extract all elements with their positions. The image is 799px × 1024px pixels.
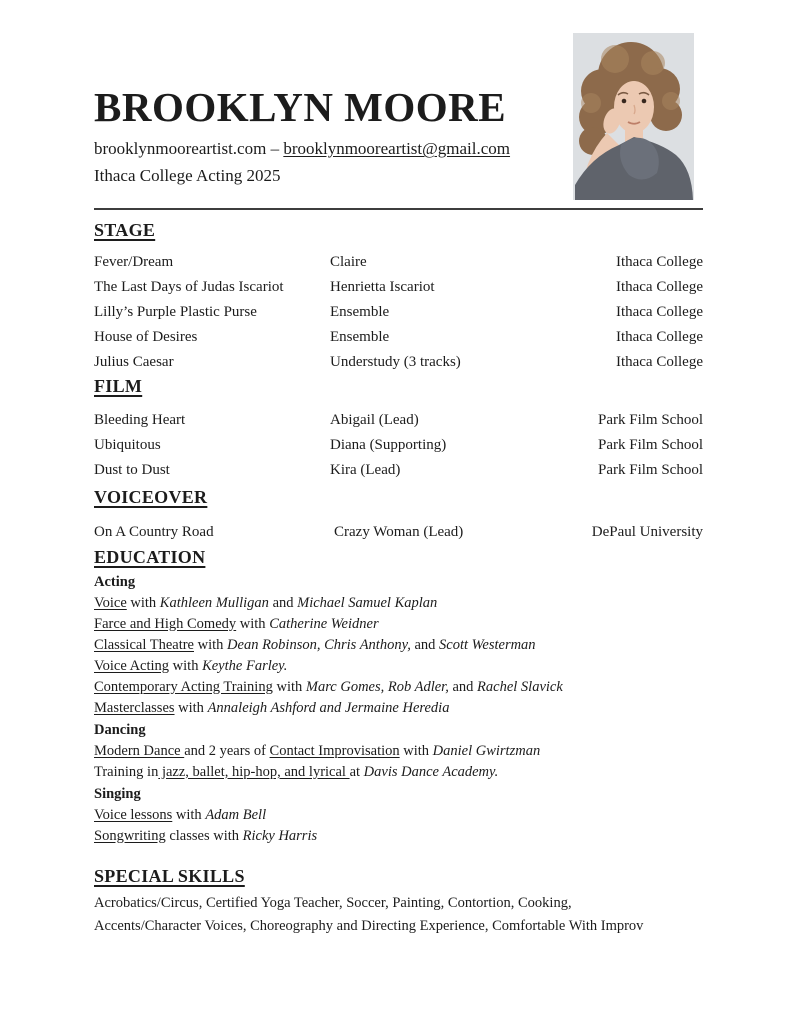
education-subheading-singing: Singing [94, 785, 141, 802]
text-segment: Voice [94, 594, 127, 611]
text-segment: Keythe Farley. [202, 657, 288, 674]
text-segment: Rachel Slavick [477, 678, 563, 695]
skills-text-line: Accents/Character Voices, Choreography and Directing Experience, Comfortable With Improv [94, 918, 644, 935]
role-name: Kira (Lead) [330, 462, 401, 479]
production-title: On A Country Road [94, 523, 214, 540]
text-segment: with [399, 742, 433, 759]
header-divider [94, 208, 703, 210]
text-segment: Farce and High Comedy [94, 615, 237, 632]
table-row [94, 253, 703, 271]
education-line [94, 595, 703, 612]
contact-separator: – [270, 139, 280, 159]
table-row [94, 461, 703, 479]
text-segment: at [349, 763, 364, 780]
education-line [94, 637, 703, 654]
text-segment: Adam Bell [205, 806, 267, 823]
production-title: Dust to Dust [94, 462, 170, 479]
education-line [94, 700, 703, 717]
venue-name: Ithaca College [615, 353, 703, 370]
text-segment: Davis Dance Academy. [363, 763, 499, 780]
training-subtitle: Ithaca College Acting 2025 [94, 166, 281, 186]
table-row [94, 278, 703, 296]
text-segment: Classical Theatre [94, 636, 194, 653]
text-segment: and [448, 678, 478, 695]
text-segment: Voice Acting [94, 657, 170, 674]
text-segment: and [268, 594, 298, 611]
table-row [94, 436, 703, 454]
text-segment: with [272, 678, 306, 695]
text-segment: Dean Robinson, Chris Anthony, [227, 636, 411, 653]
section-heading-film: FILM [94, 375, 143, 396]
text-segment: and [410, 636, 440, 653]
text-segment: with [169, 657, 203, 674]
text-segment: with [194, 636, 228, 653]
skills-text-line: Acrobatics/Circus, Certified Yoga Teacher, Soccer, Painting, Contortion, Cooking, [94, 895, 572, 912]
education-line [94, 743, 703, 760]
text-segment: Contemporary Acting Training [94, 678, 273, 695]
role-name: Ensemble [330, 328, 390, 345]
role-name: Crazy Woman (Lead) [334, 523, 464, 540]
table-row [94, 303, 703, 321]
venue-name: Ithaca College [615, 303, 703, 320]
page-title: BROOKLYN MOORE [94, 84, 507, 130]
production-title: Fever/Dream [94, 253, 174, 270]
production-title: Lilly’s Purple Plastic Purse [94, 303, 257, 320]
venue-name: Ithaca College [615, 328, 703, 345]
text-segment: with [174, 699, 208, 716]
text-segment: Annaleigh Ashford and Jermaine Heredia [207, 699, 450, 716]
education-line [94, 807, 703, 824]
venue-name: DePaul University [591, 523, 703, 540]
email-link[interactable]: brooklynmooreartist@gmail.com [283, 139, 511, 159]
resume-content [94, 0, 703, 938]
table-row [94, 523, 703, 541]
role-name: Abigail (Lead) [330, 412, 419, 429]
venue-name: Park Film School [597, 437, 703, 454]
role-name: Claire [330, 253, 367, 270]
website-text: brooklynmooreartist.com [94, 139, 267, 159]
venue-name: Ithaca College [615, 253, 703, 270]
education-line [94, 764, 703, 781]
table-row [94, 353, 703, 371]
text-segment: Marc Gomes, Rob Adler, [305, 678, 449, 695]
text-segment: with [126, 594, 160, 611]
text-segment: Voice lessons [94, 806, 173, 823]
education-subheading-dancing: Dancing [94, 721, 146, 738]
text-segment: Kathleen Mulligan [159, 594, 269, 611]
education-line [94, 828, 703, 845]
text-segment: Modern Dance [94, 742, 185, 759]
text-segment: and 2 years of [184, 742, 270, 759]
venue-name: Park Film School [597, 412, 703, 429]
education-line [94, 679, 703, 696]
text-segment: jazz, ballet, hip-hop, and lyrical [158, 763, 350, 780]
contact-line [94, 139, 703, 159]
education-line [94, 658, 703, 675]
text-segment: Catherine Weidner [269, 615, 379, 632]
text-segment: with [172, 806, 206, 823]
production-title: Ubiquitous [94, 437, 161, 454]
venue-name: Park Film School [597, 462, 703, 479]
section-heading-special-skills: SPECIAL SKILLS [94, 865, 245, 886]
text-segment: Masterclasses [94, 699, 175, 716]
text-segment: Daniel Gwirtzman [432, 742, 541, 759]
text-segment: Ricky Harris [242, 827, 318, 844]
text-segment: Michael Samuel Kaplan [297, 594, 438, 611]
education-line [94, 616, 703, 633]
role-name: Diana (Supporting) [330, 437, 447, 454]
section-heading-stage: STAGE [94, 220, 156, 241]
text-segment: classes with [165, 827, 243, 844]
production-title: Bleeding Heart [94, 412, 186, 429]
role-name: Understudy (3 tracks) [330, 353, 461, 370]
section-heading-voiceover: VOICEOVER [94, 487, 208, 508]
text-segment: Scott Westerman [439, 636, 536, 653]
table-row [94, 328, 703, 346]
text-segment: Training in [94, 763, 159, 780]
text-segment: with [236, 615, 270, 632]
section-heading-education: EDUCATION [94, 546, 206, 567]
table-row [94, 411, 703, 429]
education-subheading-acting: Acting [94, 573, 136, 590]
production-title: House of Desires [94, 328, 198, 345]
production-title: The Last Days of Judas Iscariot [94, 278, 284, 295]
venue-name: Ithaca College [615, 278, 703, 295]
production-title: Julius Caesar [94, 353, 174, 370]
role-name: Ensemble [330, 303, 390, 320]
text-segment: Contact Improvisation [269, 742, 400, 759]
role-name: Henrietta Iscariot [330, 278, 435, 295]
text-segment: Songwriting [94, 827, 166, 844]
